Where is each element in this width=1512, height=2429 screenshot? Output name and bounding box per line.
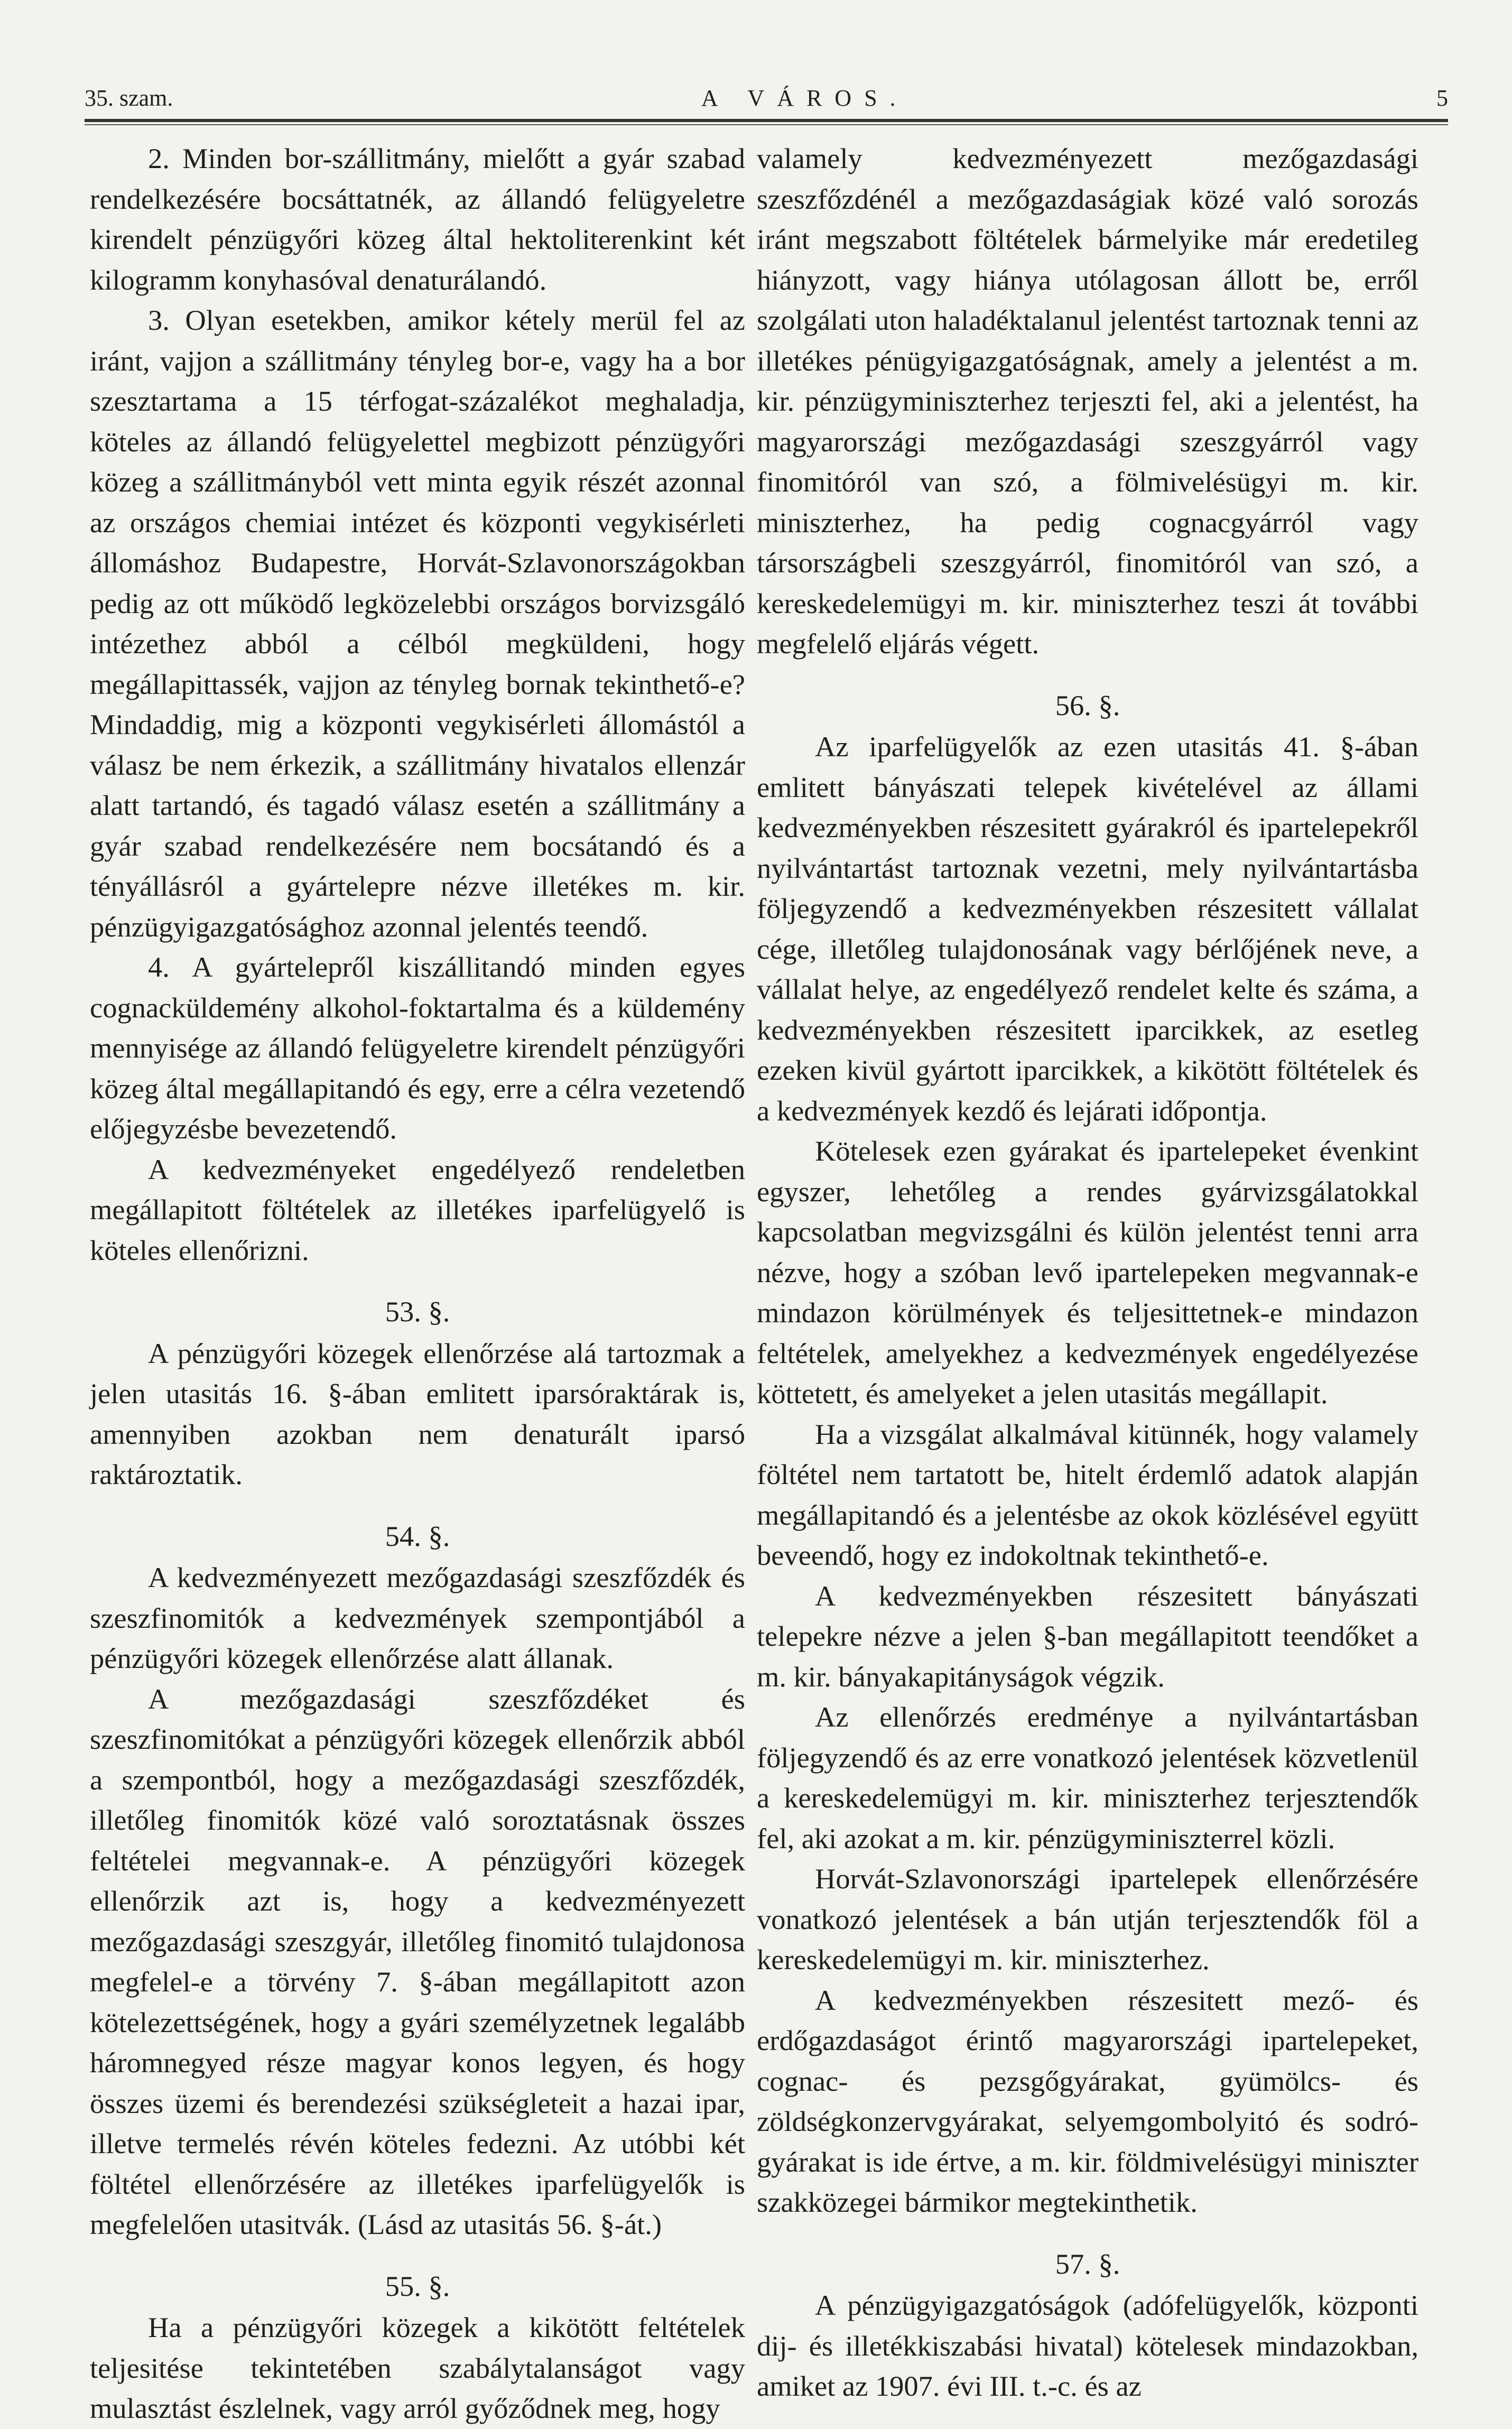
paragraph: A kedvezményekben részesitett mező- és erdőgazdaságot érintő magyarországi ipartelepeket, cognac- és pezsgőgyárakat, gyümölcs- és zöldségkonzervgyárakat, selyemgombolyitó és sodró-gyárakat is ide értve, a m. kir. földmivelésügyi miniszter szakközegei bármikor megtekinthetik. (757, 1983, 1418, 2218)
paragraph: valamely kedvezményezett mezőgazdasági szeszfőzdénél a mezőgazdaságiak közé való sorozás iránt megszabott föltételek bármelyike már eredetileg hiányzott, vagy hiánya utólagosan állott be, erről szolgálati uton haladéktalanul jelentést tartoznak tenni az illetékes pénügyigazgatóságnak, amely a jelentést a m. kir. pénzügyminiszterhez terjeszti fel, aki a jelentést, ha magyarországi mezőgazdasági szeszgyárról vagy finomitóról van szó, a fölmivelésügyi m. kir. miniszterhez, ha pedig cognacgyárról vagy társországbeli szeszgyárról, finomitóról van szó, a kereskedelemügyi m. kir. miniszterhez teszi át további megfelelő eljárás végett. (757, 142, 1418, 660)
paragraph: A pénzügyigazgatóságok (adófelügyelők, központi dij- és illetékkiszabási hivatal) kötelesek mindazokban, amiket az 1907. évi III. t.-c. és az (757, 2289, 1418, 2402)
paragraph: Ha a pénzügyőri közegek a kikötött feltételek teljesitése tekintetében szabálytalanságot vagy mulasztást észlelnek, vagy arról győződnek meg, hogy (90, 2311, 745, 2424)
section-heading-57: 57. §. (1055, 2247, 1120, 2280)
paragraph: Kötelesek ezen gyárakat és ipartelepeket évenkint egyszer, lehetőleg a rendes gyárvizsgálatokkal kapcsolatban megvizsgálni és külön jelentést tenni arra nézve, hogy a szóban levő ipartelepeken megvannak-e mindazon körülmények és teljesittetnek-e mindazon feltételek, amelyekhez a kedvezmények engedélyezése köttetett, és amelyeket a jelen utasitás megállapit. (757, 1135, 1418, 1410)
paragraph: Horvát-Szlavonországi ipartelepek ellenőrzésére vonatkozó jelentések a bán utján terjesztendők föl a kereskedelemügyi m. kir. miniszterhez. (757, 1862, 1418, 1976)
section-heading-53: 53. §. (385, 1295, 450, 1328)
section-heading-55: 55. §. (385, 2269, 450, 2302)
issue-number: 35. szam. (85, 85, 173, 111)
paragraph: 3. Olyan esetekben, amikor kétely merül fel az iránt, vajjon a szállitmány tényleg bor-e, vagy ha a bor szesztartama a 15 térfogat-százalékot meghaladja, köteles az állandó felügyelettel megbizott pénzügyőri közeg a szállitmányból vett minta egyik részét azonnal az országos chemiai intézet és központi vegykisérleti állomáshoz Budapestre, Horvát-Szlavonországokban pedig az ott működő legközelebbi országos borvizsgáló intézethez abból a célból megküldeni, hogy megállapittassék, vajjon az tényleg bornak tekinthető-e? Mindaddig, mig a központi vegykisérleti állomástól a válasz be nem érkezik, a szállitmány hivatalos ellenzár alatt tartandó, és tagadó válasz esetén a szállitmány a gyár szabad rendelkezésére nem bocsátandó és a tényállásról a gyártelepre nézve illetékes m. kir. pénzügyigazgatósághoz azonnal jelentés teendő. (90, 304, 745, 943)
paragraph: Az iparfelügyelők az ezen utasitás 41. §-ában emlitett bányászati telepek kivételével az állami kedvezményekben részesitett gyárakról és ipartelepekről nyilvántartást tartoznak vezetni, mely nyilvántartásba följegyzendő a kedvezményekben részesitett vállalat cége, illetőleg tulajdonosának vagy bérlőjének neve, a vállalat helye, az engedélyező rendelet kelte és száma, a kedvezményekben részesitett iparcikkek, az esetleg ezeken kivül gyártott iparcikkek, a kikötött föltételek és a kedvezmények kezdő és lejárati időpontja. (757, 730, 1418, 1127)
page-header (85, 79, 1448, 116)
publication-title: A VÁROS. (701, 85, 908, 111)
paragraph: A kedvezményezett mezőgazdasági szeszfőzdék és szeszfinomitók a kedvezmények szempontjából a pénzügyőri közegek ellenőrzése alatt állanak. (90, 1561, 745, 1674)
paragraph: A mezőgazdasági szeszfőzdéket és szeszfinomitókat a pénzügyőri közegek ellenőrzik abból a szempontból, hogy a mezőgazdasági szeszfőzdék, illetőleg finomitók közé való soroztatásnak összes feltételei megvannak-e. A pénzügyőri közegek ellenőrzik azt is, hogy a kedvezményezett mezőgazdasági szeszgyár, illetőleg finomitó tulajdonosa megfelel-e a törvény 7. §-ában megállapitott azon kötelezettségének, hogy a gyári személyzetnek legalább háromnegyed része magyar konos legyen, és hogy összes üzemi és berendezési szükségleteit a hazai ipar, illetve termelés révén köteles fedezni. Az utóbbi két föltétel ellenőrzésére az illetékes iparfelügyelők is megfelelően utasitvák. (Lásd az utasitás 56. §-át.) (90, 1682, 745, 2240)
header-rule-thin (85, 124, 1448, 125)
section-heading-54: 54. §. (385, 1519, 450, 1552)
page-number: 5 (1436, 85, 1448, 111)
paragraph: A pénzügyőri közegek ellenőrzése alá tartozmak a jelen utasitás 16. §-ában emlitett iparsóraktárak is, amennyiben azokban nem denaturált iparsó raktároztatik. (90, 1337, 745, 1490)
paragraph: Ha a vizsgálat alkalmával kitünnék, hogy valamely föltétel nem tartatott be, hitelt érdemlő adatok alapján megállapitandó és a jelentésbe az okok közlésével együtt beveendő, hogy ez indokoltnak tekinthető-e. (757, 1417, 1418, 1571)
header-rule (85, 119, 1448, 122)
left-column (90, 138, 745, 2429)
paragraph: Az ellenőrzés eredménye a nyilvántartásban följegyzendő és az erre vonatkozó jelentések közvetlenül a kereskedelemügyi m. kir. miniszterhez terjesztendők fel, aki azokat a m. kir. pénzügyminiszterrel közli. (757, 1701, 1418, 1855)
paragraph: A kedvezményeket engedélyező rendeletben megállapitott föltételek az illetékes iparfelügyelő is köteles ellenőrizni. (90, 1153, 745, 1266)
paragraph: A kedvezményekben részesitett bányászati telepekre nézve a jelen §-ban megállapitott teendőket a m. kir. bányakapitányságok végzik. (757, 1579, 1418, 1693)
section-heading-56: 56. §. (1055, 689, 1120, 721)
paragraph: 4. A gyártelepről kiszállitandó minden egyes cognacküldemény alkohol-foktartalma és a küldemény mennyisége az állandó felügyeletre kirendelt pénzügyőri közeg által megállapitandó és egy, erre a célra vezetendő előjegyzésbe bevezetendő. (90, 951, 745, 1145)
right-column (757, 138, 1418, 2407)
paragraph: 2. Minden bor-szállitmány, mielőtt a gyár szabad rendelkezésére bocsáttatnék, az állandó felügyeletre kirendelt pénzügyőri közeg által hektoliterenkint két kilogramm konyhasóval denaturálandó. (90, 142, 745, 296)
